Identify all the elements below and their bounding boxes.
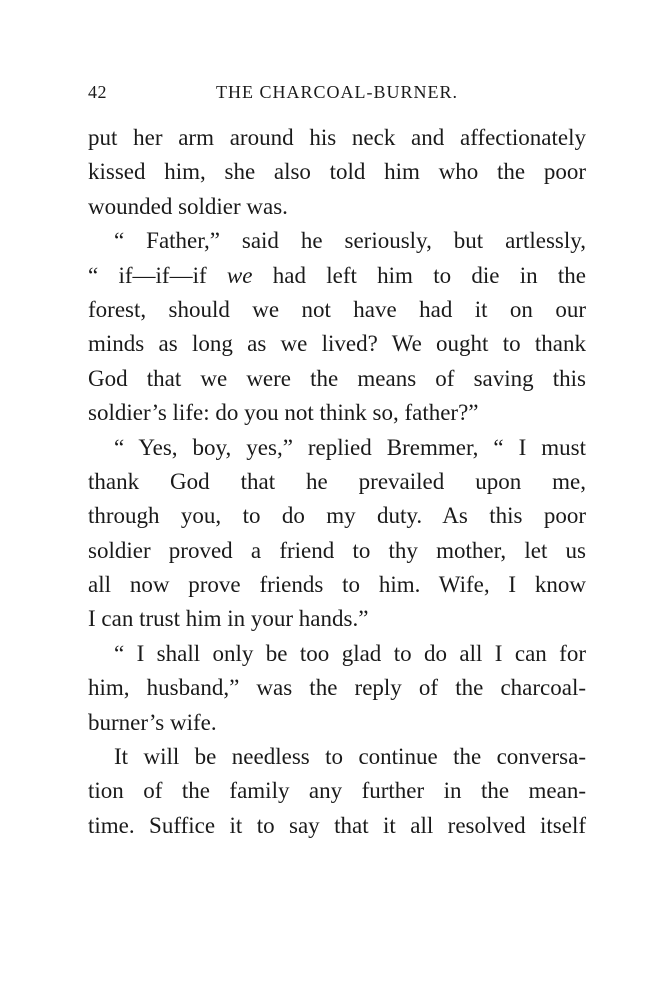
running-head [88,82,588,106]
text-line: forest, should we not have had it on our [88,296,586,322]
text-line: time. Suffice it to say that it all resolved itself [88,812,586,838]
text-line: burner’s wife. [88,709,217,735]
text-line: I can trust him in your hands.” [88,606,369,632]
text-line [88,259,586,293]
text-line: “ I shall only be too glad to do all I can for [114,640,586,666]
text-line: tion of the family any further in the mean- [88,778,586,804]
body-text [88,121,586,843]
text-line: “ Father,” said he seriously, but artlessly, [114,228,586,254]
text-line: through you, to do my duty. As this poor [88,503,586,529]
text-line: kissed him, she also told him who the poor [88,159,586,185]
text-line: put her arm around his neck and affectionately [88,125,586,150]
text-segment: had left him to die in the [252,262,586,288]
italic-word: we [226,262,253,288]
text-line: him, husband,” was the reply of the charcoal- [88,675,586,701]
text-line: wounded soldier was. [88,193,288,219]
text-line: “ Yes, boy, yes,” replied Bremmer, “ I must [114,434,586,460]
running-title: THE CHARCOAL-BURNER. [216,82,459,102]
text-segment: “ if—if—if [88,262,227,288]
text-line: It will be needless to continue the conversa- [114,744,586,770]
page-number: 42 [88,82,107,102]
text-line: minds as long as we lived? We ought to thank [88,331,586,357]
text-line: soldier’s life: do you not think so, father?” [88,400,479,426]
text-line: all now prove friends to him. Wife, I know [88,572,586,598]
text-line: thank God that he prevailed upon me, [88,468,586,494]
text-line: God that we were the means of saving this [88,365,586,391]
text-line: soldier proved a friend to thy mother, let us [88,537,586,563]
